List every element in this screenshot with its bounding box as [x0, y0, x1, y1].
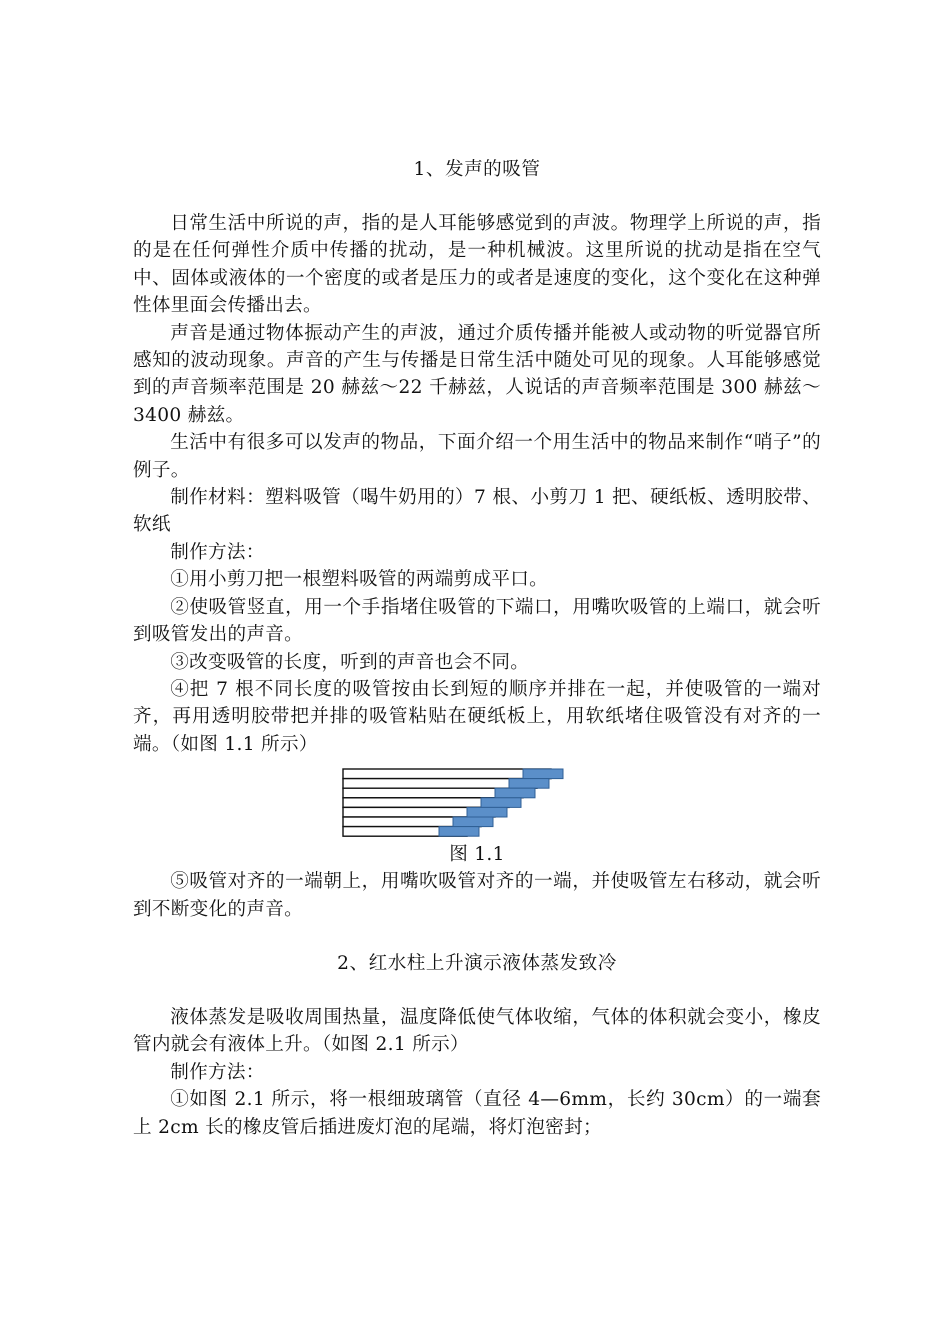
- plug-4: [481, 798, 521, 808]
- plug-5: [467, 808, 507, 818]
- step-2: ②使吸管竖直，用一个手指堵住吸管的下端口，用嘴吹吸管的上端口，就会听到吸管发出的声音。: [133, 596, 821, 646]
- section-2-method-heading: 制作方法：: [170, 1061, 265, 1083]
- step-1: ①用小剪刀把一根塑料吸管的两端剪成平口。: [170, 569, 549, 591]
- section-1-title: 1、发声的吸管: [413, 159, 541, 180]
- step-4: ④把 7 根不同长度的吸管按由长到短的顺序并排在一起，并使吸管的一端对齐，再用透明胶带把并排的吸管粘贴在硬纸板上，用软纸堵住吸管没有对齐的一端。（如图 1.1 所示）: [133, 678, 821, 755]
- plug-6: [453, 817, 493, 827]
- plug-2: [509, 779, 549, 789]
- section-1-paragraph-2: 声音是通过物体振动产生的声波，通过介质传播并能被人或动物的听觉器官所感知的波动现象。声音的产生与传播是日常生活中随处可见的现象。人耳能够感觉到的声音频率范围是 20 赫兹～22 千赫兹，人说话的声音频率范围是 300 赫兹～3400 赫兹。: [133, 322, 821, 426]
- straw-2: [343, 779, 537, 789]
- straw-1: [343, 769, 551, 779]
- plug-3: [495, 788, 535, 798]
- section-2-paragraph-1: 液体蒸发是吸收周围热量，温度降低使气体收缩，气体的体积就会变小，橡皮管内就会有液体上升。（如图 2.1 所示）: [133, 1006, 821, 1056]
- section-2: [133, 950, 821, 1141]
- section-2-step-1: ①如图 2.1 所示，将一根细玻璃管（直径 4—6mm，长约 30cm）的一端套上 2cm 长的橡皮管后插进废灯泡的尾端，将灯泡密封；: [133, 1089, 821, 1138]
- section-2-title: 2、红水柱上升演示液体蒸发致冷: [337, 952, 617, 974]
- step-5: ⑤吸管对齐的一端朝上，用嘴吹吸管对齐的一端，并使吸管左右移动，就会听到不断变化的声音。: [133, 871, 821, 920]
- method-heading: 制作方法：: [170, 541, 265, 563]
- materials-paragraph: 制作材料：塑料吸管（喝牛奶用的）7 根、小剪刀 1 把、硬纸板、透明胶带、软纸: [133, 487, 821, 536]
- step-3: ③改变吸管的长度，听到的声音也会不同。: [170, 651, 530, 673]
- plug-7: [439, 827, 479, 837]
- plug-1: [523, 769, 563, 779]
- section-1-paragraph-1: 日常生活中所说的声，指的是人耳能够感觉到的声波。物理学上所说的声，指的是在任何弹性介质中传播的扰动，是一种机械波。这里所说的扰动是指在空气中、固体或液体的一个密度的或者是压力的或者是速度的变化，这个变化在这种弹性体里面会传播出去。: [133, 213, 821, 317]
- straw-whistle-illustration: [341, 768, 565, 840]
- document-content: [133, 156, 821, 1141]
- figure-1-1-caption: 图 1.1: [449, 844, 505, 866]
- section-1-paragraph-3: 生活中有很多可以发声的物品，下面介绍一个用生活中的物品来制作“哨子”的例子。: [133, 432, 821, 481]
- figure-1-1: [133, 768, 821, 842]
